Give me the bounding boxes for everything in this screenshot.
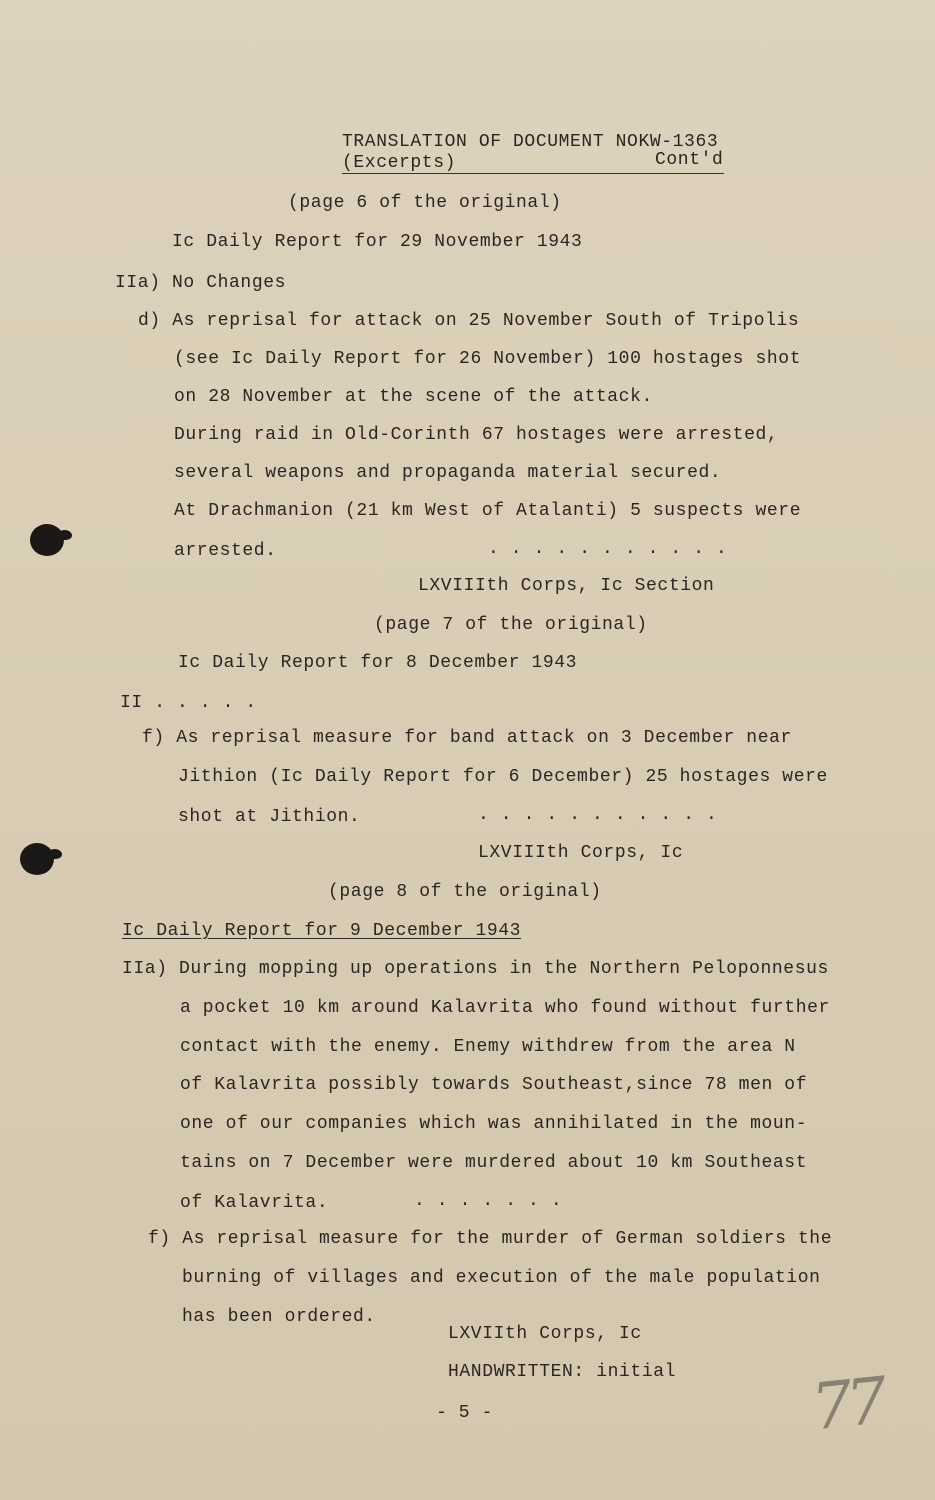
item-iia-line: tains on 7 December were murdered about 10 km Southeast [180,1153,808,1173]
item-f-line: burning of villages and execution of the male population [182,1268,821,1288]
page-ref-7: (page 7 of the original) [374,615,648,635]
item-iia-line: one of our companies which was annihilated in the moun- [180,1114,808,1134]
report-title-8-dec: Ic Daily Report for 8 December 1943 [178,653,578,673]
item-d-line: on 28 November at the scene of the attack. [174,387,653,407]
item-iia-line: of Kalavrita. [180,1193,329,1213]
item-f-line: Jithion (Ic Daily Report for 6 December) 25 hostages were [178,767,828,787]
item-iia-line: IIa) During mopping up operations in the Northern Peloponnesus [122,959,829,979]
item-iia-no-changes: IIa) No Changes [115,273,287,293]
item-d-line: arrested. [174,541,277,561]
item-d-line: At Drachmanion (21 km West of Atalanti) 5 suspects were [174,501,802,521]
item-d-line: d) As reprisal for attack on 25 November South of Tripolis [138,311,800,331]
item-d-line: several weapons and propaganda material secured. [174,463,722,483]
item-d-line: (see Ic Daily Report for 26 November) 100 hostages shot [174,349,802,369]
signature-lxviii-ic: LXVIIIth Corps, Ic [478,843,684,863]
document-title: TRANSLATION OF DOCUMENT NOKW-1363 [342,132,719,152]
item-f-line: f) As reprisal measure for band attack on 3 December near [142,728,792,748]
punch-hole-bottom [20,843,54,875]
ellipsis-dots: . . . . . . . . . . . [478,805,718,825]
item-f-line: f) As reprisal measure for the murder of German soldiers the [148,1229,833,1249]
handwritten-note: HANDWRITTEN: initial [448,1362,677,1382]
item-d-line: During raid in Old-Corinth 67 hostages were arrested, [174,425,779,445]
document-subtitle-left: (Excerpts) [342,153,457,173]
document-subtitle-right: Cont'd [655,150,724,170]
punch-hole-top [30,524,64,556]
ellipsis-dots: . . . . . . . [414,1191,563,1211]
item-f-line: shot at Jithion. [178,807,361,827]
ellipsis-dots: . . . . . . . . . . . [488,539,728,559]
item-iia-line: a pocket 10 km around Kalavrita who found without further [180,998,830,1018]
report-title-29-nov: Ic Daily Report for 29 November 1943 [172,232,583,252]
item-iia-line: of Kalavrita possibly towards Southeast,since 78 men of [180,1075,808,1095]
page-ref-6: (page 6 of the original) [288,193,562,213]
header-underline [342,173,724,174]
page-number: - 5 - [436,1403,494,1423]
report-title-9-dec: Ic Daily Report for 9 December 1943 [122,921,522,941]
handwritten-page-number: 77 [808,1364,886,1446]
item-iia-line: contact with the enemy. Enemy withdrew from the area N [180,1037,796,1057]
page-ref-8: (page 8 of the original) [328,882,602,902]
signature-lxvii-ic: LXVIIth Corps, Ic [448,1324,642,1344]
signature-lxviii-ic-section: LXVIIIth Corps, Ic Section [418,576,715,596]
item-f-line: has been ordered. [182,1307,376,1327]
item-ii: II . . . . . [120,693,257,713]
